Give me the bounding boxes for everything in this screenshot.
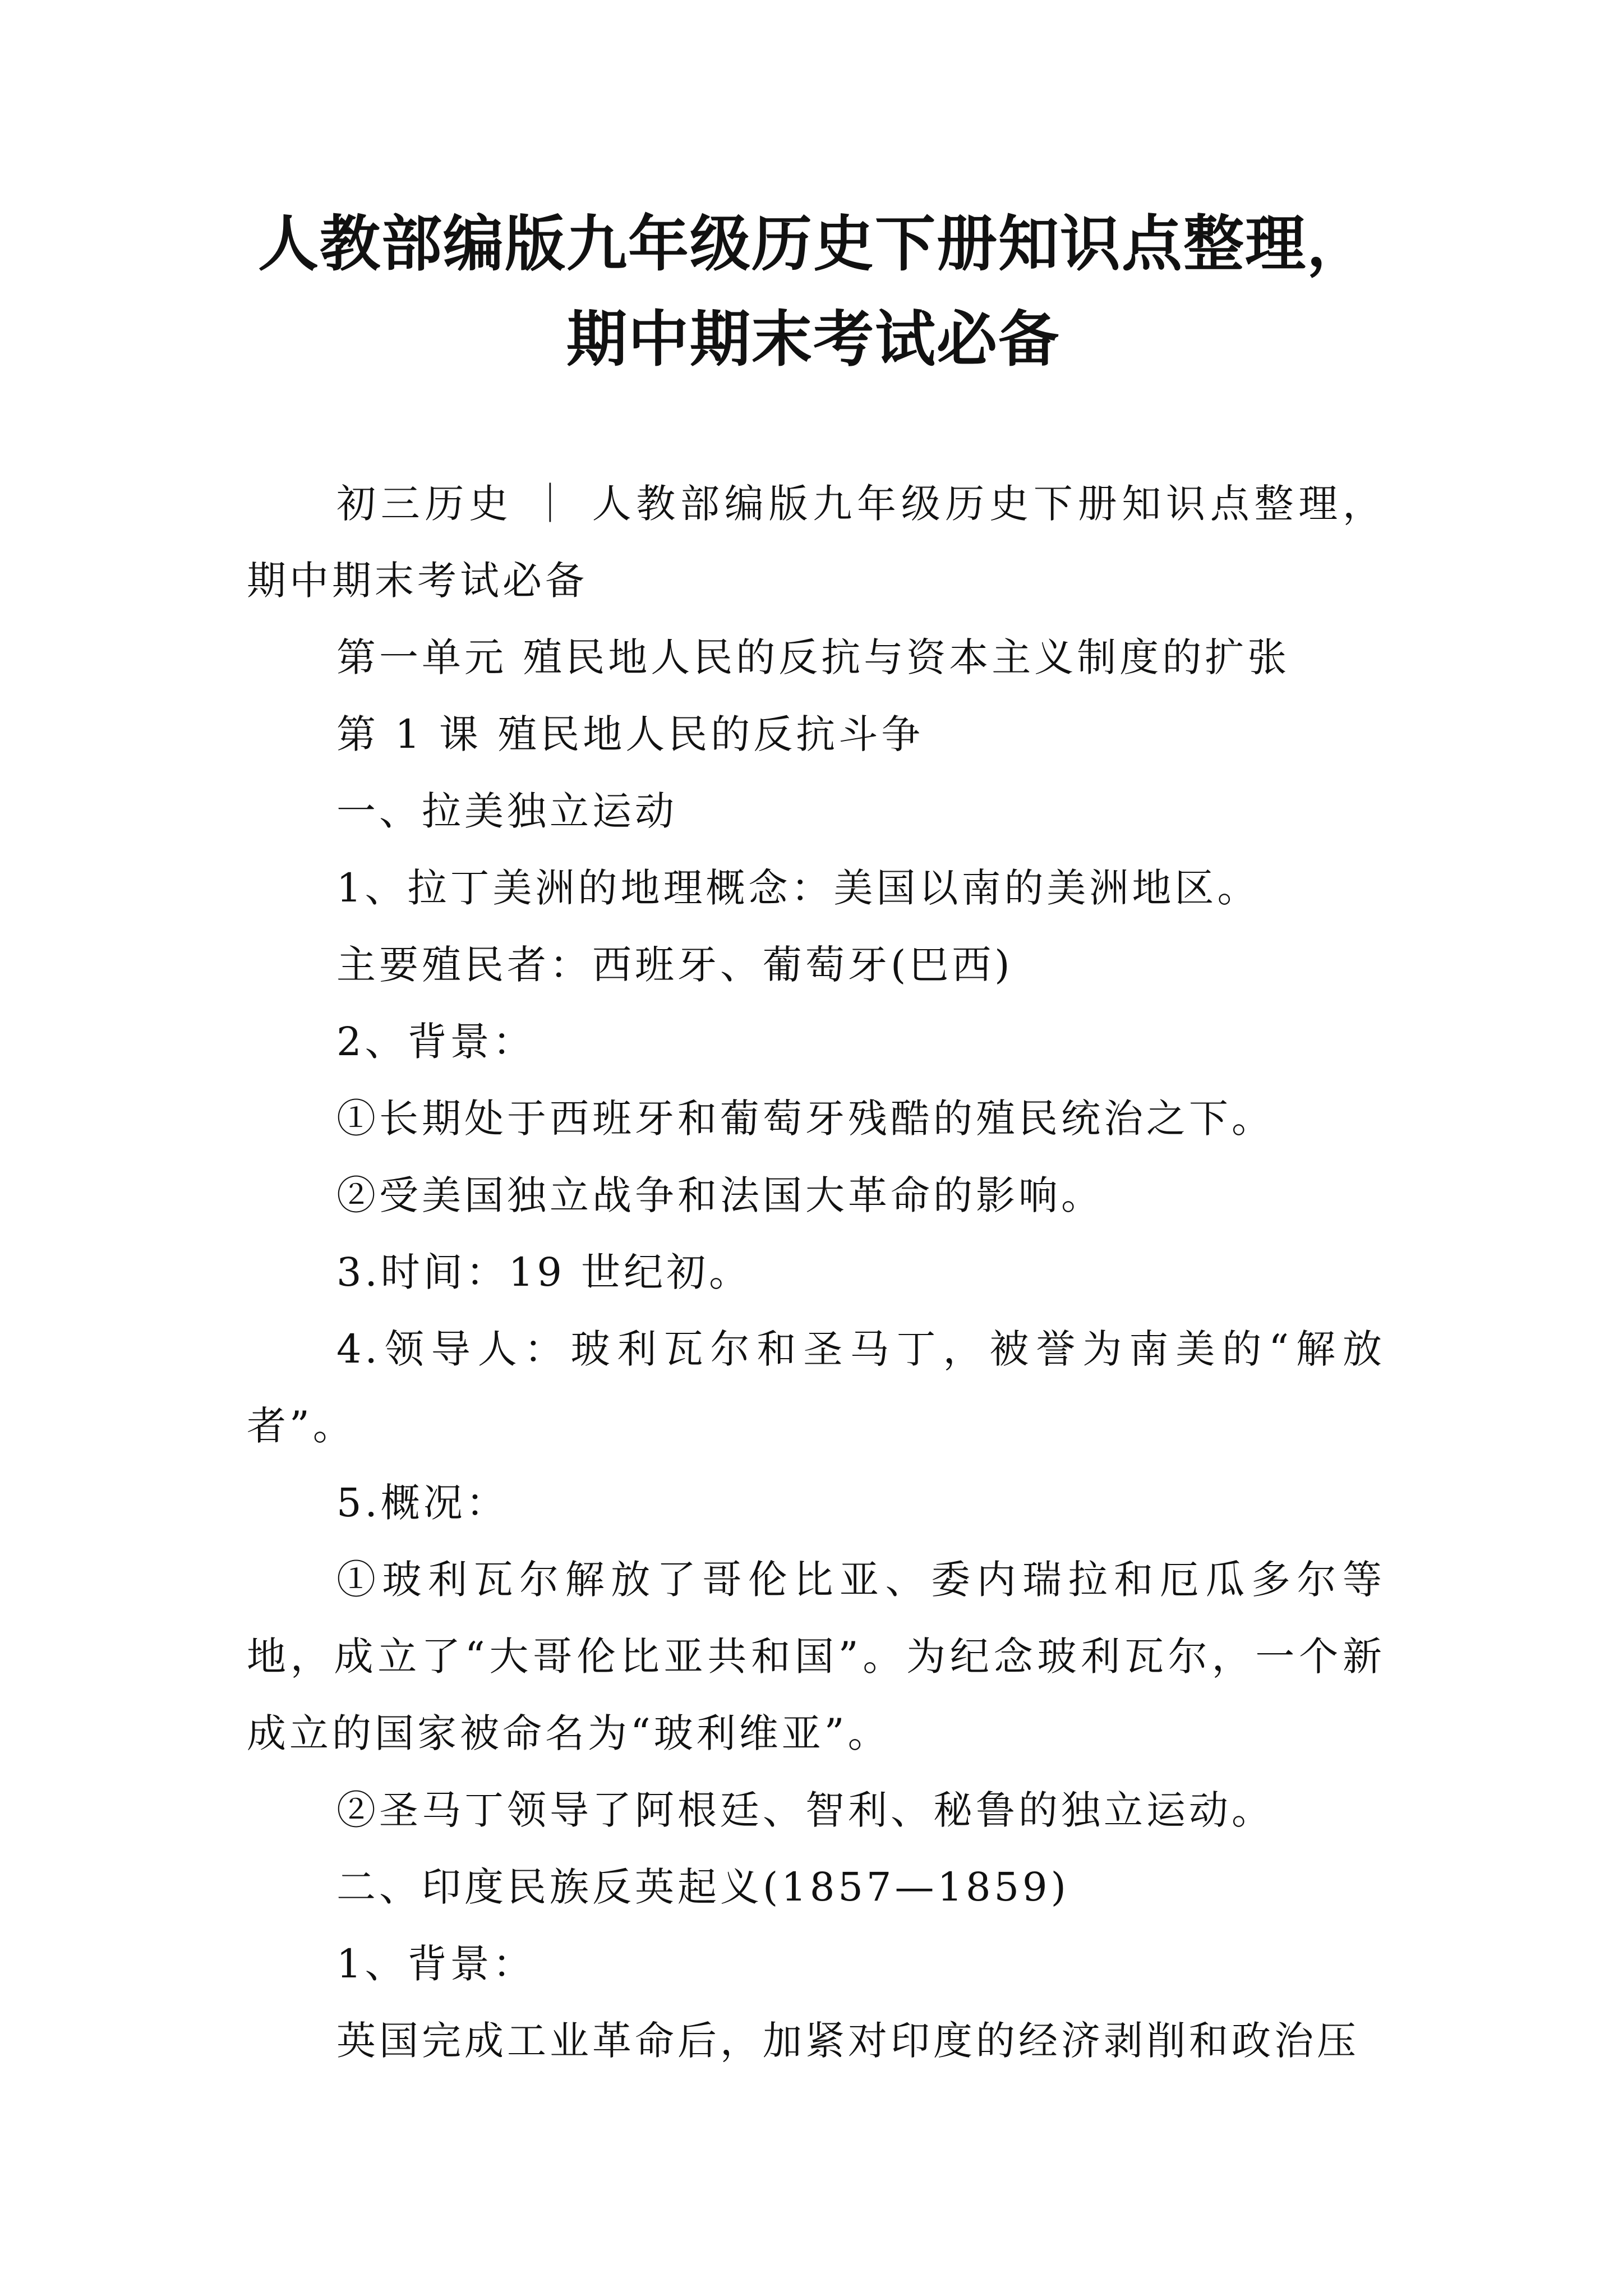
paragraph: ①长期处于西班牙和葡萄牙残酷的殖民统治之下。 — [336, 1096, 1274, 1142]
paragraph: 主要殖民者：西班牙、葡萄牙(巴西) — [336, 942, 1013, 988]
paragraph: 2、背景： — [336, 1019, 536, 1065]
paragraph: ②受美国独立战争和法国大革命的影响。 — [336, 1172, 1104, 1218]
paragraph: 5.概况： — [336, 1480, 509, 1526]
lesson-heading: 第 1 课 殖民地人民的反抗斗争 — [336, 711, 924, 757]
paragraph: 1、拉丁美洲的地理概念：美国以南的美洲地区。 — [336, 865, 1260, 911]
paragraph: ①玻利瓦尔解放了哥伦比亚、委内瑞拉和厄瓜多尔等地，成立了“大哥伦比亚共和国”。为纪念玻利瓦尔，一个新成立的国家被命名为“玻利维亚”。 — [247, 1557, 1385, 1756]
section-heading: 一、拉美独立运动 — [336, 788, 677, 834]
paragraph: 3.时间：19 世纪初。 — [336, 1249, 752, 1295]
unit-heading: 第一单元 殖民地人民的反抗与资本主义制度的扩张 — [336, 634, 1290, 680]
document-title: 人教部编版九年级历史下册知识点整理，期中期末考试必备 — [257, 209, 1368, 375]
paragraph: 1、背景： — [336, 1941, 536, 1987]
paragraph: 英国完成工业革命后，加紧对印度的经济剥削和政治压 — [336, 2018, 1359, 2064]
document-body — [247, 466, 1385, 2079]
paragraph: 初三历史 ｜ 人教部编版九年级历史下册知识点整理，期中期末考试必备 — [247, 481, 1385, 604]
paragraph: 4.领导人：玻利瓦尔和圣马丁，被誉为南美的“解放者”。 — [247, 1326, 1385, 1449]
section-heading: 二、印度民族反英起义(1857—1859) — [336, 1864, 1069, 1910]
paragraph: ②圣马丁领导了阿根廷、智利、秘鲁的独立运动。 — [336, 1787, 1274, 1833]
